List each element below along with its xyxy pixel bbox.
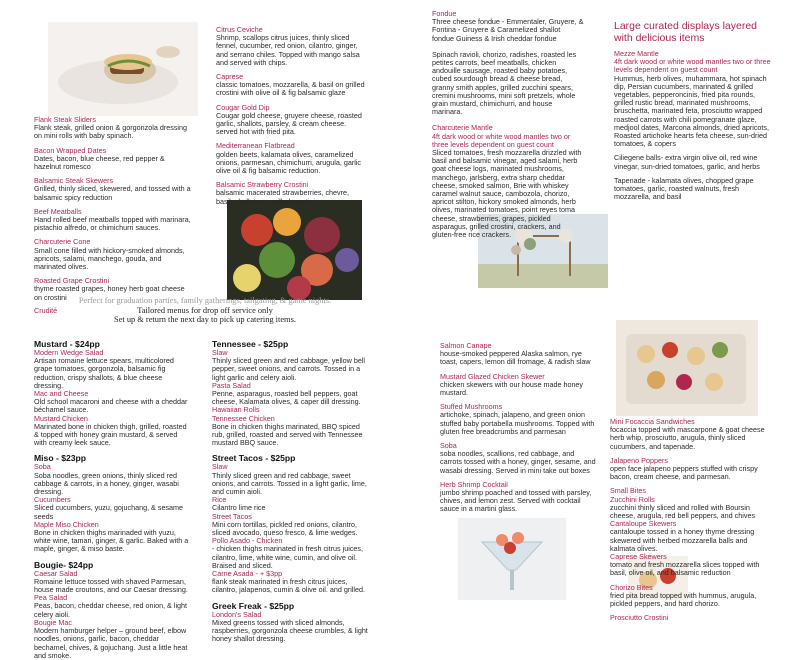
item-desc: Bone in chicken thighs marinaded with yuzu, white wine, tamari, ginger, & garlic. Baked with a maple, ginger, & miso baste. bbox=[34, 528, 189, 554]
item-desc: open face jalapeno peppers stuffed with crispy bacon, cream cheese, and parmesan. bbox=[610, 464, 758, 482]
item-desc: classic tomatoes, mozzarella, & basil on grilled crostini with olive oil & fig balsamic glaze bbox=[216, 80, 365, 98]
menu-item bbox=[216, 104, 366, 137]
item-desc: Thinly sliced green and red cabbage, sweet onions, and carrots. Tossed in a light garlic, lime, and cumin aioli. bbox=[212, 470, 367, 497]
item-title: Herb Shrimp Cocktail bbox=[440, 479, 508, 489]
fondue-dippers: Spinach ravioli, chorizo, radishes, roasted les petites carrots, beef meatballs, chicken andouille sausage, roasted baby potatoes, cubed sourdough bread & cheese bread, granny smith apples, grilled zucchini spears, cremini mushrooms, mini soft pretzels, whole grain mustard, chimichurri, and house marinara. bbox=[432, 49, 577, 117]
section-title: Bougie- $24pp bbox=[34, 559, 94, 570]
slider-photo-art bbox=[48, 22, 198, 116]
item-desc: Cougar gold cheese, gruyere cheese, roasted garlic, shallots, parsley, & cream cheese. served hot with fried pita. bbox=[216, 110, 362, 137]
item-subtitle: 4ft dark wood or white wood mantles two or three levels dependent on guest count bbox=[432, 131, 571, 149]
item-title: Chorizo Bites bbox=[610, 582, 653, 592]
banner-line: Tailored menus for drop off service only bbox=[137, 305, 273, 315]
tapenade-text: Tapenade - kalamata olives, chopped grape tomatoes, garlic, roasted walnuts, fresh mozzarella, and basil bbox=[614, 175, 754, 202]
shrimp-cocktail-photo-art bbox=[458, 518, 566, 600]
item-title: Caprese bbox=[216, 72, 244, 82]
item-desc: focaccia topped with mascarpone & goat cheese herb whip, prosciutto, arugula, thinly sliced cucumbers, and tapenade. bbox=[610, 425, 765, 451]
item-desc: Hand rolled beef meatballs topped with marinara, pistachio alfredo, or chimichurri sauces. bbox=[34, 215, 191, 233]
item-title: Mustard Glazed Chicken Skewer bbox=[440, 371, 545, 381]
item-desc: Flank steak, grilled onion & gorgonzola dressing on mini rolls with baby spinach. bbox=[34, 123, 188, 141]
item-title: Slaw bbox=[212, 462, 228, 472]
item-desc: Dates, bacon, blue cheese, red pepper & hazelnut romesco bbox=[34, 153, 165, 172]
menu-item bbox=[34, 177, 192, 202]
banner-line: Perfect for graduation parties, family gatherings, tailgating, & game nights. bbox=[78, 296, 332, 305]
display-title: Large curated displays layered with delicious items bbox=[614, 20, 758, 44]
slider-photo bbox=[48, 22, 198, 116]
p2-bottom-right bbox=[610, 418, 770, 622]
item-desc: Peas, bacon, cheddar cheese, red onion, & light celery aioli. bbox=[34, 601, 188, 619]
item-desc: Marinated bone in chicken thigh, grilled, roasted & topped with honey grain mustard, & served with creamy leek sauce. bbox=[34, 421, 187, 448]
item-desc: Modern hamburger helper – ground beef, elbow noodles, onions, garlic, bacon, cheddar bechamel, chives, & gojuchang. Just a little heat and smoke. bbox=[34, 626, 188, 660]
item-desc: house-smoked peppered Alaska salmon, rye toast, capers, lemon dill fromage, & radish slaw bbox=[440, 349, 591, 367]
appetizer-platter-photo-art bbox=[616, 320, 758, 416]
item-title: Slaw bbox=[212, 348, 228, 357]
item-desc: zucchini thinly sliced and rolled with Boursin cheese, arugula, red bell peppers, and chives bbox=[610, 502, 756, 521]
banner bbox=[40, 296, 370, 325]
section-title: Street Tacos - $25pp bbox=[212, 453, 296, 464]
item-title: Beef Meatballs bbox=[34, 206, 82, 216]
menu-item bbox=[216, 181, 366, 206]
menu-item bbox=[34, 208, 192, 233]
item-desc: - chicken thighs marinated in fresh citrus juices, cilantro, lime, white wine, cumin, and olive oil. Braised and sliced. bbox=[212, 544, 364, 570]
item-title: Charcuterie Mantle bbox=[432, 123, 493, 133]
item-desc: thyme roasted grapes, honey herb goat cheese on crostini bbox=[34, 284, 185, 302]
item-title: Carne Asada - + $3pp bbox=[212, 569, 283, 579]
p1-bottom-left bbox=[34, 339, 192, 660]
item-desc: tomato and fresh mozzarella slices topped with basil, olive oil, and balsamic reduction bbox=[610, 560, 760, 578]
item-title: Pea Salad bbox=[34, 593, 68, 603]
item-desc: Mixed greens tossed with sliced almonds, raspberries, gorgonzola cheese crumbles, & light honey shallot dressing. bbox=[212, 617, 368, 644]
item-desc: Shrimp, scallops citrus juices, thinly sliced fennel, cucumber, red onion, cilantro, ginger, and serrano chiles. Topped with mango salsa and served with chips. bbox=[216, 33, 360, 67]
menu-item bbox=[34, 238, 192, 271]
item-title: Crudité bbox=[34, 305, 58, 315]
item-desc: Thinly sliced green and red cabbage, yellow bell pepper, sweet onions, and carrots. Tossed in a light garlic and celery aioli. bbox=[212, 356, 366, 382]
p2-right-col bbox=[614, 20, 774, 201]
bouquet-photo bbox=[227, 200, 362, 300]
item-title: Caesar Salad bbox=[34, 568, 78, 578]
item-title: Tennessee Chicken bbox=[212, 413, 275, 423]
item-title: Stuffed Mushrooms bbox=[440, 402, 503, 412]
item-title: Hawaiian Rolls bbox=[212, 405, 260, 415]
item-title: Mustard Chicken bbox=[34, 413, 88, 423]
item-title: Caprese Skewers bbox=[610, 552, 667, 562]
menu-item bbox=[216, 73, 366, 98]
item-desc: artichoke, spinach, jalapeno, and green onion stuffed baby portabella mushrooms. Topped with gluten free breadcrumbs and parmesan bbox=[440, 410, 595, 436]
item-desc: fried pita bread topped with hummus, arugula, pickled peppers, and hard chorizo. bbox=[610, 590, 757, 609]
item-desc: chicken skewers with our house made honey mustard. bbox=[440, 379, 584, 398]
menu-item bbox=[216, 142, 366, 175]
item-title: Bougie Mac bbox=[34, 617, 72, 627]
item-title: Cucumbers bbox=[34, 495, 71, 505]
item-desc: Mini corn tortillas, pickled red onions, cilantro, sliced avocado, queso fresco, & lime wedges. bbox=[212, 519, 358, 538]
item-subtitle: 4ft dark wood or white wood mantles two or three levels dependent on guest count bbox=[614, 57, 771, 75]
item-title: Prosciutto Crostini bbox=[610, 613, 669, 623]
item-title: Balsamic Steak Skewers bbox=[34, 176, 114, 186]
item-title: Small Bites bbox=[610, 486, 646, 496]
item-title: Soba bbox=[440, 441, 457, 451]
item-title: Soba bbox=[34, 462, 51, 472]
item-desc: Small cone filled with hickory-smoked almonds, apricots, salami, manchego, gouda, and marinated olives. bbox=[34, 245, 185, 272]
item-title: Jalapeno Poppers bbox=[610, 455, 668, 465]
section-title: Greek Freak - $25pp bbox=[212, 600, 295, 611]
item-title: Mini Focaccia Sandwiches bbox=[610, 417, 695, 426]
item-title: Salmon Canape bbox=[440, 341, 492, 350]
item-title: Cantaloupe Skewers bbox=[610, 519, 677, 529]
section-title: Tennessee - $25pp bbox=[212, 339, 289, 349]
item-title: Bacon Wrapped Dates bbox=[34, 145, 107, 155]
item-desc: Cilantro lime rice bbox=[212, 503, 266, 513]
item-desc: soba noodles, scallions, red cabbage, and carrots tossed with a honey, ginger, sesame, and wasabi dressing. Served in mini take out boxes bbox=[440, 449, 596, 475]
item-desc: balsamic macerated strawberries, chevre, basil, shallots on grilled crostini bbox=[216, 188, 350, 206]
item-title: Pollo Asado - Chicken bbox=[212, 536, 283, 546]
item-desc: cantaloupe tossed in a honey thyme dressing skewered with herbed mozzarella balls and kalmata olives. bbox=[610, 527, 755, 553]
ciliegene-text: Ciliegene balls- extra virgin olive oil, red wine vinegar, sun-dried tomatoes, garlic, and herbs bbox=[614, 153, 760, 171]
item-title: Fondue bbox=[432, 9, 457, 18]
p1-left-col bbox=[34, 116, 192, 315]
item-desc: Bone in chicken thighs marinated, BBQ spiced rub, grilled, roasted and served with Tennessee mustard BBQ sauce. bbox=[212, 421, 363, 448]
item-title: Maple Miso Chicken bbox=[34, 519, 99, 529]
p1-mid-col bbox=[216, 26, 366, 206]
appetizer-platter-photo bbox=[616, 320, 758, 416]
item-desc: Soba noodles, green onions, thinly sliced red cabbage & carrots, in a honey, ginger, wasabi dressing. bbox=[34, 470, 179, 497]
p2-bottom-left bbox=[440, 342, 598, 514]
item-title: Charcuterie Cone bbox=[34, 237, 91, 247]
section-title: Mustard - $24pp bbox=[34, 339, 100, 349]
item-desc: Romaine lettuce tossed with shaved Parmesan, house made croutons, and our Caesar dressing. bbox=[34, 576, 188, 595]
menu-item bbox=[34, 116, 192, 141]
item-title: Pasta Salad bbox=[212, 380, 251, 390]
item-title: Zucchini Rolls bbox=[610, 494, 655, 504]
item-title: Rice bbox=[212, 495, 227, 505]
item-title: Citrus Ceviche bbox=[216, 25, 263, 34]
item-desc: Hummus, herb olives, muhammara, hot spinach dip, Persian cucumbers, marinated & grilled vegetables, pepperoncinis, fried pita rounds, grilled rustic bread, marinated mushrooms, bruschetta, marinated feta, prosciutto wrapped roasted carrots with chili pomegranate glaze, medjool dates, Marcona almonds, dried apricots, Roasted artichoke hearts feta cheese, sun-dried tomatoes, & copers bbox=[614, 73, 770, 149]
item-desc: Grilled, thinly sliced, skewered, and tossed with a balsamic spicy reduction bbox=[34, 184, 191, 202]
section-title: Miso - $23pp bbox=[34, 453, 87, 464]
item-desc: jumbo shrimp poached and tossed with parsley, chives, and lemon zest. Served with cocktail sauce in a martini glass. bbox=[440, 488, 592, 514]
item-desc: Artisan romaine lettuce spears, multicolored grape tomatoes, gorgonzola, balsamic fig reduction, crispy shallots, & blue cheese dressing. bbox=[34, 356, 174, 390]
item-title: Roasted Grape Crostini bbox=[34, 276, 110, 286]
item-title: Mezze Mantle bbox=[614, 49, 659, 58]
item-desc: Three cheese fondue - Emmentaler, Gruyere, & Fontina - Gruyere & Caramelized shallot fondue Guiness & Irish cheddar fondue bbox=[432, 17, 584, 43]
menu-item bbox=[34, 147, 192, 172]
item-title: Modern Wedge Salad bbox=[34, 348, 104, 357]
item-title: Flank Steak Sliders bbox=[34, 115, 96, 124]
item-title: Balsamic Strawberry Crostini bbox=[216, 180, 309, 190]
bouquet-photo-art bbox=[227, 200, 362, 300]
item-desc: Old school macaroni and cheese with a cheddar béchamel sauce. bbox=[34, 397, 188, 415]
item-title: Street Tacos bbox=[212, 511, 252, 521]
item-desc: Sliced cucumbers, yuzu, gojuchang, & sesame seeds bbox=[34, 503, 184, 521]
item-desc: flank steak marinated in fresh citrus juices, cilantro, jalapenos, cumin & olive oil. and grilled. bbox=[212, 577, 366, 595]
banner-line: Set up & return the next day to pick up catering items. bbox=[114, 315, 296, 325]
p1-bottom-mid bbox=[212, 339, 372, 644]
shrimp-cocktail-photo bbox=[458, 518, 566, 600]
p2-fondue-col bbox=[432, 10, 584, 239]
item-title: Mac and Cheese bbox=[34, 389, 89, 399]
item-title: London's Salad bbox=[212, 609, 262, 619]
item-title: Cougar Gold Dip bbox=[216, 102, 270, 112]
item-desc: Penne, asparagus, roasted bell peppers, goat cheese, Kalamata olives, & caper dill dressing. bbox=[212, 389, 361, 407]
item-title: Mediterranean Flatbread bbox=[216, 141, 295, 151]
item-desc: golden beets, kalamata olives, caramelized onions, parmesan, chimichurri, arugula, garlic olive oil & fig balsamic reduction. bbox=[216, 149, 362, 176]
item-desc: Sliced tomatoes, fresh mozzarella drizzled with basil and balsamic vinegar, aged salami, herb goat cheese logs, marinated mushrooms, manchego, jarlsberg, extra sharp cheddar cheese, smoked salmon, Brie with whiskey caramel walnut sauce, cambozola, chorizo, apricot stilton, hickory smoked almonds, herb olives, marinated tomatoes, point reyes toma cheese, strawberries, grapes, pickled asparagus, grilled crostini, crackers, and gluten-free rice crackers. bbox=[432, 148, 582, 240]
menu-item bbox=[216, 26, 366, 67]
